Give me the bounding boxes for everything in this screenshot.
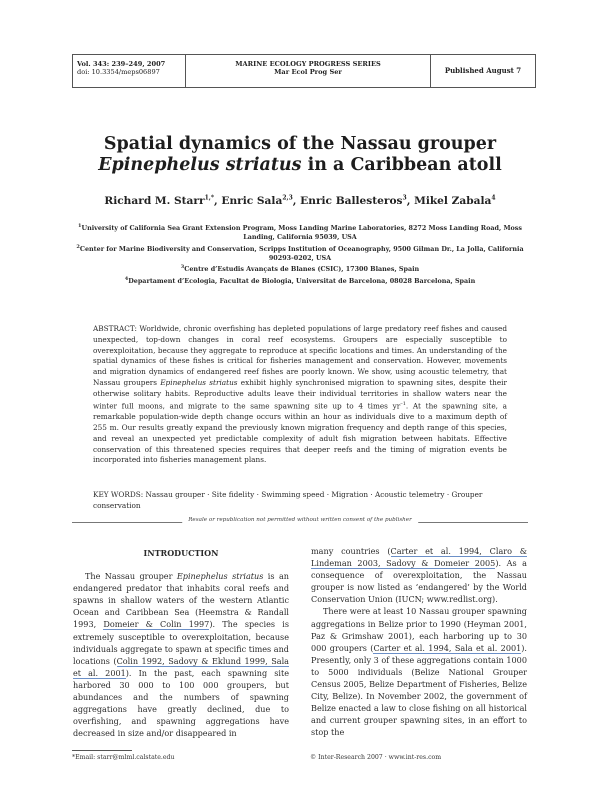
author: Mikel Zabala$^4$ [414,194,496,207]
article-title [60,134,540,176]
author: Enric Sala$^{2,3}$, [221,194,301,207]
title-line-2: in a Caribbean atoll [301,155,502,175]
title-species: Epinephelus striatus [98,155,302,175]
title-line-1: Spatial dynamics of the Nassau grouper [103,134,497,154]
author: Richard M. Starr$^{1,*}$, [104,194,222,207]
journal-title: MARINE ECOLOGY PROGRESS SERIES [235,60,381,68]
body-column-right [311,545,527,739]
affiliation: $^1$University of California Sea Grant Extension Program, Moss Landing Marine Laboratories, 8272 Moss Landing Road, Moss Landing, California 95039, USA [78,223,522,242]
journal-name [186,55,431,87]
citation-link[interactable]: Carter et al. 1994, Sala et al. 2001 [373,642,522,653]
volume-info [73,55,186,87]
doi-link[interactable]: doi: 10.3354/meps06897 [77,68,160,76]
body-column-left [73,545,289,739]
citation-link[interactable]: Colin 1992, Sadovy & Eklund 1999, Sala et al. 2001 [73,655,289,678]
citation-link[interactable]: Domeier & Colin 1997 [103,619,210,630]
journal-abbr: Mar Ecol Prog Ser [274,68,342,76]
continued-paragraph: many countries (Carter et al. 1994, Claro & Lindeman 2003, Sadovy & Domeier 2005). As a consequence of overexploitation, the Nassau grouper is now listed as ‘endangered’ by the World Conservation Union (IUCN; www.redlist.org). [311,546,528,605]
affiliations [70,222,530,286]
abstract: ABSTRACT: Worldwide, chronic overfishing has depleted populations of large predatory reef fishes and caused unexpected, top-down changes in coral reef ecosystems. Groupers are especially susceptible to overexploitation, because they aggregate to reproduce at specific locations and times. An understanding of the spatial dynamics of these fishes is critical for fisheries management and conservation. However, movements and migration dynamics of endangered reef fishes are poorly known. We show, using acoustic telemetry, that Nassau groupers Epinephelus striatus exhibit highly synchronised migration to spawning sites, despite their otherwise solitary habits. Reproductive adults leave their individual territories in shallow waters near the winter full moons, and migrate to the same spawning site up to 4 times $yr^{-1}$. At the spawning site, a remarkable population-wide depth change occurs within an hour as individuals dive to a maximum depth of 255 m. Our results greatly expand the previously known migration frequency and depth range of this species, and reveal an unexpected yet predictable complexity of adult fish migration between habitats. Effective conservation of this threatened species requires that deeper reefs and the timing of migration events be incorporated into fisheries management plans. [93,324,508,465]
page-footer [72,750,528,764]
keywords: KEY WORDS: Nassau grouper · Site fidelity · Swimming speed · Migration · Acoustic telemetry · Grouper conservation [93,490,483,510]
republication-notice [72,517,528,527]
author-list [60,194,540,207]
citation-link[interactable]: Carter et al. 1994, Claro & Lindeman 2003, Sadovy & Domeier 2005 [311,546,528,569]
published-date: Published August 7 [444,66,522,75]
author: Enric Ballesteros$^3$, [300,194,415,207]
copyright: © Inter-Research 2007 · www.int-res.com [310,754,442,761]
body-paragraph: There were at least 10 Nassau grouper spawning aggregations in Belize prior to 1990 (Heyman 2001, Paz & Grimshaw 2001), each harboring up to 30 000 groupers (Carter et al. 1994, Sala et al. 2001). Presently, only 3 of these aggregations contain 1000 to 5000 individuals (Belize National Grouper Census 2005, Belize Department of Fisheries, Belize City, Belize). In November 2002, the government of Belize enacted a law to close fishing on all historical and current grouper spawning sites, in an effort to stop the [311,606,527,738]
volume-line: Vol. 343: 239–249, 2007 [77,60,166,68]
affiliation: $^3$Centre d’Estudis Avançats de Blanes (CSIC), 17300 Blanes, Spain [180,264,420,274]
journal-header [72,54,536,88]
republication-text: Resale or republication not permitted without written consent of the publisher [182,517,418,523]
corresponding-email[interactable]: *Email: starr@mlml.calstate.edu [72,754,175,761]
affiliation: $^2$Center for Marine Biodiversity and Conservation, Scripps Institution of Oceanography, 9500 Gilman Dr., La Jolla, California 90293-0202, USA [76,243,524,263]
intro-paragraph: The Nassau grouper Epinephelus striatus is an endangered predator that inhabits coral reefs and spawns in shallow waters of the western Atlantic Ocean and Caribbean Sea (Heemstra & Randall 1993, Domeier & Colin 1997). The species is extremely susceptible to overexploitation, because individuals aggregate to spawn at specific times and locations (Colin 1992, Sadovy & Eklund 1999, Sala et al. 2001). In the past, each spawning site harbored 30 000 to 100 000 groupers, but abundances and the numbers of spawning aggregations have greatly declined, due to overfishing, and spawning aggregations have decreased in size and/or disappeared in [73,571,289,739]
affiliation: $^4$Departament d’Ecologia, Facultat de Biologia, Universitat de Barcelona, 08028 Barcelona, Spain [124,275,476,285]
section-heading: INTRODUCTION [143,548,219,558]
